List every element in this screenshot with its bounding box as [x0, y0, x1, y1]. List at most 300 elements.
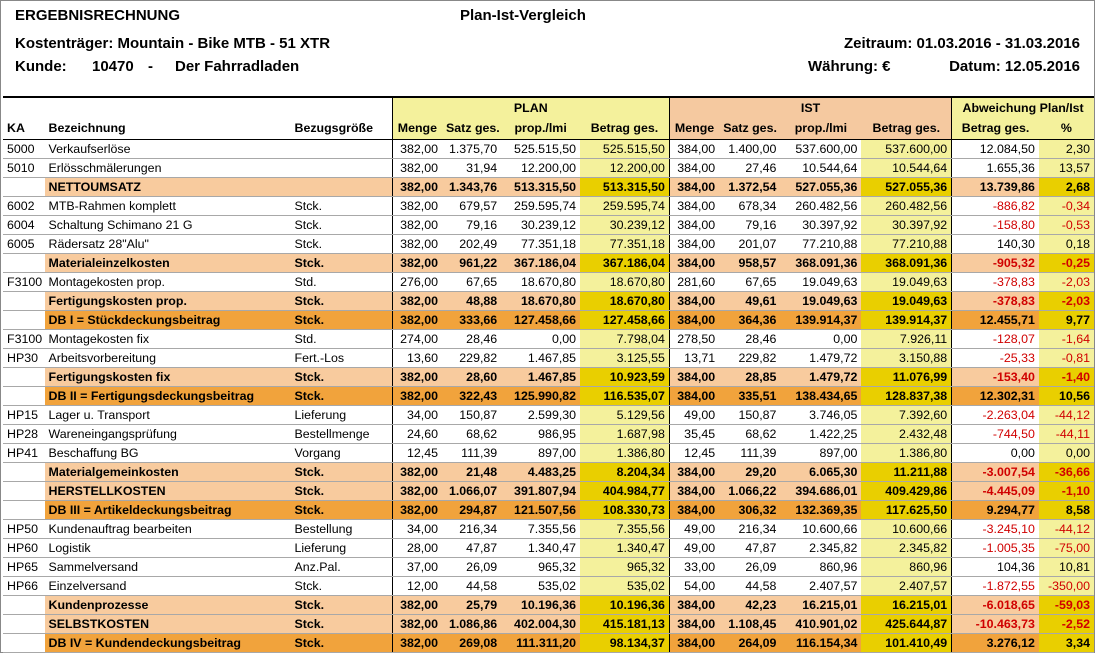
cell-ist-menge: 384,00: [669, 501, 719, 520]
cell-ka: [3, 368, 45, 387]
cell-abw-pct: -44,11: [1039, 425, 1094, 444]
cell-bezeichnung: Verkaufserlöse: [45, 140, 291, 159]
cell-abw-pct: -44,12: [1039, 520, 1094, 539]
cell-bezeichnung: HERSTELLKOSTEN: [45, 482, 291, 501]
cost-object: Kostenträger: Mountain - Bike MTB - 51 XTR: [15, 35, 331, 52]
cell-ist-betrag: 117.625,50: [861, 501, 951, 520]
cell-plan-betrag: 415.181,13: [580, 615, 669, 634]
col-bezeichnung: Bezeichnung: [45, 117, 291, 140]
col-bezugsgroesse: Bezugsgröße: [291, 117, 393, 140]
col-ist-prop: prop./lmi: [780, 117, 861, 140]
customer-dash: -: [148, 58, 153, 75]
cell-plan-satz: 294,87: [442, 501, 501, 520]
subtotal-row: [3, 596, 1094, 615]
cell-abw-betrag: 12.455,71: [952, 311, 1039, 330]
contribution-margin-row: [3, 634, 1094, 653]
cell-bezugsgroesse: Stck.: [291, 368, 393, 387]
table-row: [3, 349, 1094, 368]
cell-bezugsgroesse: Stck.: [291, 254, 393, 273]
table-row: [3, 406, 1094, 425]
cell-bezugsgroesse: Stck.: [291, 387, 393, 406]
cell-plan-menge: 34,00: [392, 406, 442, 425]
cell-plan-betrag: 404.984,77: [580, 482, 669, 501]
cell-ist-betrag: 2.407,57: [861, 577, 951, 596]
cell-plan-menge: 382,00: [392, 140, 442, 159]
cell-plan-betrag: 1.386,80: [580, 444, 669, 463]
cell-plan-prop: 12.200,00: [501, 159, 580, 178]
report-title: ERGEBNISRECHNUNG: [15, 7, 181, 24]
cell-ist-betrag: 260.482,56: [861, 197, 951, 216]
cell-plan-satz: 229,82: [442, 349, 501, 368]
cell-plan-prop: 7.355,56: [501, 520, 580, 539]
cell-bezeichnung: DB III = Artikeldeckungsbeitrag: [45, 501, 291, 520]
cell-ist-satz: 1.108,45: [719, 615, 780, 634]
cell-ist-satz: 364,36: [719, 311, 780, 330]
cell-plan-prop: 525.515,50: [501, 140, 580, 159]
cell-plan-prop: 897,00: [501, 444, 580, 463]
cell-plan-prop: 18.670,80: [501, 273, 580, 292]
cell-abw-betrag: -378,83: [952, 273, 1039, 292]
cell-plan-betrag: 513.315,50: [580, 178, 669, 197]
cell-ist-menge: 384,00: [669, 178, 719, 197]
cell-ist-satz: 44,58: [719, 577, 780, 596]
cell-plan-prop: 391.807,94: [501, 482, 580, 501]
cell-abw-betrag: -1.005,35: [952, 539, 1039, 558]
cell-plan-menge: 382,00: [392, 482, 442, 501]
cell-plan-betrag: 108.330,73: [580, 501, 669, 520]
cell-abw-pct: 2,30: [1039, 140, 1094, 159]
cell-abw-pct: 10,56: [1039, 387, 1094, 406]
deviation-group-header: Abweichung Plan/Ist: [952, 97, 1094, 117]
report-date: Datum: 12.05.2016: [949, 58, 1080, 75]
col-abw-betrag: Betrag ges.: [952, 117, 1039, 140]
subtotal-row: [3, 178, 1094, 197]
cell-ist-satz: 306,32: [719, 501, 780, 520]
table-row: [3, 140, 1094, 159]
cell-ist-satz: 28,85: [719, 368, 780, 387]
cell-abw-pct: -1,64: [1039, 330, 1094, 349]
cell-ist-prop: 1.479,72: [780, 368, 861, 387]
subtotal-row: [3, 292, 1094, 311]
cell-abw-betrag: 1.655,36: [952, 159, 1039, 178]
cell-abw-betrag: 140,30: [952, 235, 1039, 254]
cell-ist-prop: 132.369,35: [780, 501, 861, 520]
cell-ka: [3, 501, 45, 520]
cell-plan-prop: 1.467,85: [501, 368, 580, 387]
table-row: [3, 197, 1094, 216]
cell-ist-prop: 139.914,37: [780, 311, 861, 330]
cell-ist-menge: 384,00: [669, 292, 719, 311]
cell-ist-menge: 384,00: [669, 216, 719, 235]
table-row: [3, 577, 1094, 596]
cell-plan-satz: 961,22: [442, 254, 501, 273]
cell-ist-prop: 860,96: [780, 558, 861, 577]
cell-plan-satz: 679,57: [442, 197, 501, 216]
cell-ka: [3, 254, 45, 273]
cell-abw-betrag: 9.294,77: [952, 501, 1039, 520]
cell-ist-satz: 678,34: [719, 197, 780, 216]
cell-plan-prop: 402.004,30: [501, 615, 580, 634]
cell-abw-betrag: -6.018,65: [952, 596, 1039, 615]
column-header-row: [3, 117, 1094, 140]
cell-bezugsgroesse: Stck.: [291, 615, 393, 634]
cell-plan-menge: 382,00: [392, 311, 442, 330]
cell-bezeichnung: NETTOUMSATZ: [45, 178, 291, 197]
cell-ka: [3, 387, 45, 406]
customer-number: 10470: [92, 58, 134, 75]
cell-plan-satz: 31,94: [442, 159, 501, 178]
cell-ka: HP66: [3, 577, 45, 596]
cell-abw-betrag: -905,32: [952, 254, 1039, 273]
cell-plan-prop: 127.458,66: [501, 311, 580, 330]
cell-ist-menge: 281,60: [669, 273, 719, 292]
cell-ist-satz: 67,65: [719, 273, 780, 292]
cell-plan-satz: 322,43: [442, 387, 501, 406]
cell-abw-betrag: 3.276,12: [952, 634, 1039, 653]
cell-bezugsgroesse: Stck.: [291, 292, 393, 311]
cell-bezugsgroesse: [291, 178, 393, 197]
cell-ist-prop: 0,00: [780, 330, 861, 349]
cell-ist-satz: 1.372,54: [719, 178, 780, 197]
cell-ist-menge: 13,71: [669, 349, 719, 368]
table-row: [3, 330, 1094, 349]
cell-ka: [3, 482, 45, 501]
cell-ka: [3, 311, 45, 330]
contribution-margin-row: [3, 387, 1094, 406]
cell-abw-pct: -44,12: [1039, 406, 1094, 425]
cell-ist-betrag: 30.397,92: [861, 216, 951, 235]
cell-ist-betrag: 10.600,66: [861, 520, 951, 539]
cell-bezugsgroesse: Lieferung: [291, 406, 393, 425]
cell-bezugsgroesse: Std.: [291, 330, 393, 349]
result-table: [3, 96, 1094, 653]
cell-plan-betrag: 116.535,07: [580, 387, 669, 406]
cell-plan-prop: 535,02: [501, 577, 580, 596]
cell-bezeichnung: Fertigungskosten prop.: [45, 292, 291, 311]
cell-ist-prop: 10.544,64: [780, 159, 861, 178]
cell-plan-menge: 382,00: [392, 634, 442, 653]
cell-bezeichnung: Materialeinzelkosten: [45, 254, 291, 273]
cell-ist-satz: 111,39: [719, 444, 780, 463]
col-ist-menge: Menge: [669, 117, 719, 140]
cell-abw-betrag: -886,82: [952, 197, 1039, 216]
cell-ist-betrag: 409.429,86: [861, 482, 951, 501]
subtotal-row: [3, 482, 1094, 501]
cell-plan-satz: 48,88: [442, 292, 501, 311]
customer-name: Der Fahrradladen: [175, 58, 300, 75]
cell-plan-satz: 68,62: [442, 425, 501, 444]
cell-ka: HP50: [3, 520, 45, 539]
cell-plan-menge: 382,00: [392, 178, 442, 197]
cell-ka: 6004: [3, 216, 45, 235]
cell-plan-betrag: 127.458,66: [580, 311, 669, 330]
cell-plan-menge: 382,00: [392, 216, 442, 235]
cell-abw-betrag: -744,50: [952, 425, 1039, 444]
cell-ist-menge: 384,00: [669, 159, 719, 178]
cell-plan-menge: 276,00: [392, 273, 442, 292]
cell-ka: 5010: [3, 159, 45, 178]
cell-ist-menge: 384,00: [669, 615, 719, 634]
cell-ist-menge: 384,00: [669, 140, 719, 159]
cell-bezeichnung: Rädersatz 28"Alu": [45, 235, 291, 254]
cell-abw-betrag: -2.263,04: [952, 406, 1039, 425]
cell-bezeichnung: MTB-Rahmen komplett: [45, 197, 291, 216]
cell-plan-satz: 28,60: [442, 368, 501, 387]
cell-ist-prop: 260.482,56: [780, 197, 861, 216]
cell-ist-satz: 150,87: [719, 406, 780, 425]
cell-abw-pct: -1,40: [1039, 368, 1094, 387]
cell-plan-betrag: 10.196,36: [580, 596, 669, 615]
cell-ist-prop: 19.049,63: [780, 292, 861, 311]
cell-bezeichnung: Fertigungskosten fix: [45, 368, 291, 387]
cell-bezeichnung: Lager u. Transport: [45, 406, 291, 425]
cell-bezugsgroesse: Stck.: [291, 577, 393, 596]
cell-ist-menge: 384,00: [669, 254, 719, 273]
cell-plan-prop: 18.670,80: [501, 292, 580, 311]
cell-ka: HP15: [3, 406, 45, 425]
cell-bezugsgroesse: Stck.: [291, 463, 393, 482]
cell-abw-betrag: -1.872,55: [952, 577, 1039, 596]
cell-ist-betrag: 19.049,63: [861, 273, 951, 292]
cell-ist-prop: 897,00: [780, 444, 861, 463]
cell-ist-satz: 29,20: [719, 463, 780, 482]
cell-ist-betrag: 77.210,88: [861, 235, 951, 254]
cell-abw-pct: 10,81: [1039, 558, 1094, 577]
cell-bezeichnung: Montagekosten fix: [45, 330, 291, 349]
cell-abw-betrag: -3.007,54: [952, 463, 1039, 482]
cell-ist-satz: 49,61: [719, 292, 780, 311]
cell-ist-prop: 1.422,25: [780, 425, 861, 444]
cell-ist-menge: 49,00: [669, 520, 719, 539]
cell-plan-betrag: 5.129,56: [580, 406, 669, 425]
cell-ka: 6005: [3, 235, 45, 254]
cell-plan-prop: 0,00: [501, 330, 580, 349]
cell-ist-betrag: 11.076,99: [861, 368, 951, 387]
cell-bezugsgroesse: Anz.Pal.: [291, 558, 393, 577]
cell-ist-satz: 68,62: [719, 425, 780, 444]
cell-bezeichnung: Beschaffung BG: [45, 444, 291, 463]
col-ist-betrag: Betrag ges.: [861, 117, 951, 140]
cell-plan-menge: 24,60: [392, 425, 442, 444]
cell-plan-betrag: 77.351,18: [580, 235, 669, 254]
cell-ist-menge: 278,50: [669, 330, 719, 349]
cell-ist-prop: 16.215,01: [780, 596, 861, 615]
cell-plan-satz: 25,79: [442, 596, 501, 615]
cell-ist-menge: 384,00: [669, 596, 719, 615]
cell-plan-betrag: 10.923,59: [580, 368, 669, 387]
cell-ka: [3, 463, 45, 482]
cell-bezugsgroesse: Vorgang: [291, 444, 393, 463]
cell-plan-betrag: 8.204,34: [580, 463, 669, 482]
cell-abw-betrag: -25,33: [952, 349, 1039, 368]
table-row: [3, 216, 1094, 235]
cell-ist-betrag: 7.392,60: [861, 406, 951, 425]
cell-abw-pct: -75,00: [1039, 539, 1094, 558]
cell-plan-menge: 382,00: [392, 615, 442, 634]
cell-abw-betrag: -153,40: [952, 368, 1039, 387]
cell-ist-prop: 368.091,36: [780, 254, 861, 273]
ist-group-header: IST: [669, 97, 951, 117]
cell-ist-satz: 27,46: [719, 159, 780, 178]
cell-ist-betrag: 2.432,48: [861, 425, 951, 444]
col-plan-prop: prop./lmi: [501, 117, 580, 140]
cell-ka: [3, 292, 45, 311]
cell-plan-betrag: 965,32: [580, 558, 669, 577]
cell-plan-betrag: 259.595,74: [580, 197, 669, 216]
cell-plan-prop: 10.196,36: [501, 596, 580, 615]
table-row: [3, 159, 1094, 178]
table-row: [3, 558, 1094, 577]
cell-bezugsgroesse: Stck.: [291, 634, 393, 653]
cell-ist-prop: 10.600,66: [780, 520, 861, 539]
cell-plan-satz: 44,58: [442, 577, 501, 596]
cell-plan-menge: 34,00: [392, 520, 442, 539]
cell-abw-pct: -350,00: [1039, 577, 1094, 596]
cell-plan-satz: 202,49: [442, 235, 501, 254]
cell-bezugsgroesse: Bestellung: [291, 520, 393, 539]
cell-plan-satz: 333,66: [442, 311, 501, 330]
cell-bezeichnung: SELBSTKOSTEN: [45, 615, 291, 634]
cell-abw-pct: 8,58: [1039, 501, 1094, 520]
cell-ka: [3, 634, 45, 653]
contribution-margin-row: [3, 311, 1094, 330]
cell-plan-betrag: 1.687,98: [580, 425, 669, 444]
cell-plan-menge: 382,00: [392, 596, 442, 615]
cell-plan-betrag: 18.670,80: [580, 292, 669, 311]
cell-bezeichnung: Wareneingangsprüfung: [45, 425, 291, 444]
cell-ist-prop: 19.049,63: [780, 273, 861, 292]
cell-abw-pct: 13,57: [1039, 159, 1094, 178]
cell-plan-menge: 382,00: [392, 368, 442, 387]
cell-abw-pct: 9,77: [1039, 311, 1094, 330]
cell-plan-prop: 2.599,30: [501, 406, 580, 425]
cell-ist-menge: 12,45: [669, 444, 719, 463]
cell-ist-satz: 201,07: [719, 235, 780, 254]
cell-ist-menge: 384,00: [669, 368, 719, 387]
cell-ist-menge: 384,00: [669, 235, 719, 254]
period: Zeitraum: 01.03.2016 - 31.03.2016: [844, 35, 1080, 52]
cell-ist-prop: 1.479,72: [780, 349, 861, 368]
cell-abw-pct: -0,34: [1039, 197, 1094, 216]
cell-plan-satz: 28,46: [442, 330, 501, 349]
cell-plan-prop: 1.340,47: [501, 539, 580, 558]
cell-plan-menge: 382,00: [392, 254, 442, 273]
cell-plan-betrag: 30.239,12: [580, 216, 669, 235]
cell-ist-prop: 2.345,82: [780, 539, 861, 558]
cell-plan-prop: 121.507,56: [501, 501, 580, 520]
cell-plan-prop: 986,95: [501, 425, 580, 444]
cell-abw-pct: -36,66: [1039, 463, 1094, 482]
cell-abw-pct: 2,68: [1039, 178, 1094, 197]
cell-bezugsgroesse: Std.: [291, 273, 393, 292]
cell-ist-betrag: 425.644,87: [861, 615, 951, 634]
cell-ist-menge: 49,00: [669, 539, 719, 558]
cell-ka: HP60: [3, 539, 45, 558]
col-abw-pct: %: [1039, 117, 1094, 140]
cell-plan-menge: 382,00: [392, 235, 442, 254]
cell-ist-menge: 54,00: [669, 577, 719, 596]
cell-plan-satz: 21,48: [442, 463, 501, 482]
table-row: [3, 444, 1094, 463]
cell-plan-menge: 382,00: [392, 197, 442, 216]
cell-ist-satz: 264,09: [719, 634, 780, 653]
cell-plan-menge: 382,00: [392, 159, 442, 178]
cell-bezeichnung: Arbeitsvorbereitung: [45, 349, 291, 368]
cell-plan-satz: 269,08: [442, 634, 501, 653]
cell-plan-prop: 367.186,04: [501, 254, 580, 273]
cell-bezeichnung: Montagekosten prop.: [45, 273, 291, 292]
cell-bezeichnung: Sammelversand: [45, 558, 291, 577]
cell-abw-pct: -2,03: [1039, 273, 1094, 292]
cell-plan-betrag: 525.515,50: [580, 140, 669, 159]
cell-plan-satz: 216,34: [442, 520, 501, 539]
cell-bezugsgroesse: [291, 159, 393, 178]
cell-plan-satz: 26,09: [442, 558, 501, 577]
cell-plan-betrag: 18.670,80: [580, 273, 669, 292]
cell-abw-betrag: 104,36: [952, 558, 1039, 577]
cell-ist-betrag: 101.410,49: [861, 634, 951, 653]
cell-plan-satz: 47,87: [442, 539, 501, 558]
cell-ist-prop: 77.210,88: [780, 235, 861, 254]
cell-plan-menge: 274,00: [392, 330, 442, 349]
cell-ist-menge: 384,00: [669, 482, 719, 501]
cell-ka: [3, 615, 45, 634]
cell-ka: F3100: [3, 273, 45, 292]
cell-ist-satz: 1.400,00: [719, 140, 780, 159]
cell-ist-prop: 410.901,02: [780, 615, 861, 634]
cell-bezugsgroesse: Fert.-Los: [291, 349, 393, 368]
cell-ka: HP41: [3, 444, 45, 463]
cell-ist-betrag: 7.926,11: [861, 330, 951, 349]
cell-ist-satz: 28,46: [719, 330, 780, 349]
cell-plan-menge: 382,00: [392, 387, 442, 406]
cell-bezeichnung: Logistik: [45, 539, 291, 558]
cell-ist-betrag: 1.386,80: [861, 444, 951, 463]
cell-plan-satz: 79,16: [442, 216, 501, 235]
cell-ist-satz: 79,16: [719, 216, 780, 235]
cell-bezugsgroesse: [291, 140, 393, 159]
cell-plan-betrag: 98.134,37: [580, 634, 669, 653]
cell-abw-betrag: -4.445,09: [952, 482, 1039, 501]
table-row: [3, 539, 1094, 558]
cell-ist-prop: 537.600,00: [780, 140, 861, 159]
cell-ka: HP65: [3, 558, 45, 577]
cell-ka: 6002: [3, 197, 45, 216]
cell-ist-menge: 35,45: [669, 425, 719, 444]
cell-plan-menge: 382,00: [392, 463, 442, 482]
cell-plan-menge: 37,00: [392, 558, 442, 577]
cell-abw-pct: -0,81: [1039, 349, 1094, 368]
cell-abw-pct: -2,52: [1039, 615, 1094, 634]
cell-plan-prop: 4.483,25: [501, 463, 580, 482]
group-header-row: [3, 97, 1094, 117]
cell-ka: [3, 596, 45, 615]
cell-bezugsgroesse: Stck.: [291, 235, 393, 254]
cell-abw-pct: 0,00: [1039, 444, 1094, 463]
cell-ist-satz: 1.066,22: [719, 482, 780, 501]
cell-plan-betrag: 7.355,56: [580, 520, 669, 539]
cell-ist-menge: 33,00: [669, 558, 719, 577]
cell-ist-menge: 384,00: [669, 634, 719, 653]
cell-ist-betrag: 10.544,64: [861, 159, 951, 178]
col-plan-menge: Menge: [392, 117, 442, 140]
cell-plan-betrag: 12.200,00: [580, 159, 669, 178]
report-subtitle: Plan-Ist-Vergleich: [460, 7, 586, 24]
cell-bezeichnung: Einzelversand: [45, 577, 291, 596]
col-ka: KA: [3, 117, 45, 140]
subtotal-row: [3, 615, 1094, 634]
col-plan-betrag: Betrag ges.: [580, 117, 669, 140]
